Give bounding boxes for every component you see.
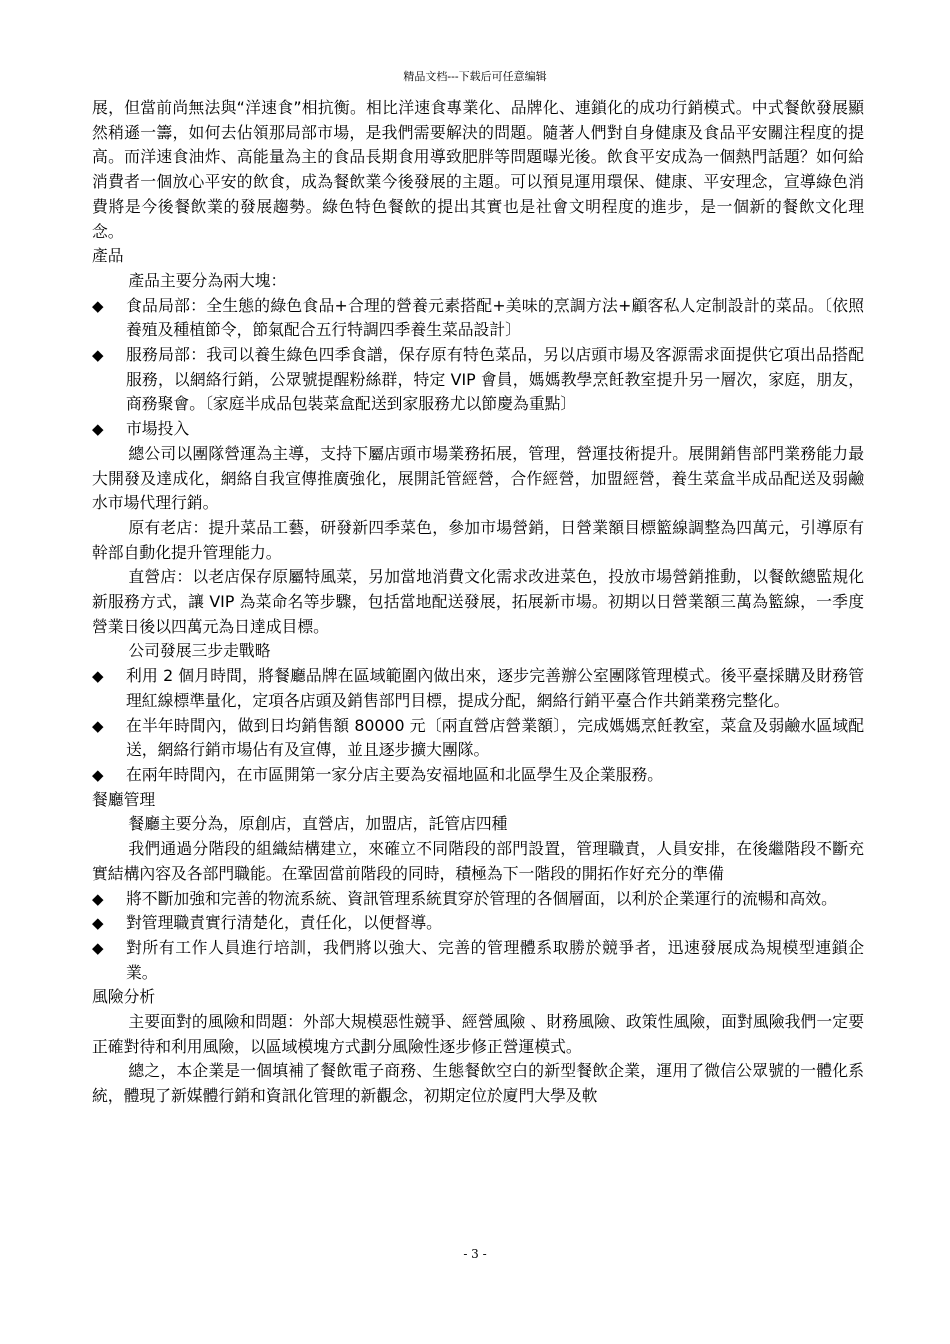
page-number: - 3 - <box>463 1247 487 1261</box>
market-paragraph: 總公司以團隊營運為主導，支持下屬店頭市場業務拓展，管理，營運技術提升。展開銷售部門業務能力最大開發及達成化，網絡自我宣傳推廣強化，展開託管經營，合作經營，加盟經營，養生菜盒半成品配送及弱鹼水市場代理行銷。 <box>92 443 864 513</box>
bullet-text: 食品局部：全生態的綠色食品+合理的營養元素搭配+美味的烹調方法+顧客私人定制設計的菜品。〔依照養殖及種植節令，節氣配合五行特調四季養生菜品設計〕 <box>126 295 864 340</box>
diamond-bullet-icon: ◆ <box>92 765 104 784</box>
bullet-text: 在兩年時間內，在市區開第一家分店主要為安福地區和北區學生及企業服務。 <box>126 764 664 784</box>
bullet-text: 在半年時間內，做到日均銷售額 80000 元〔兩直營店營業額〕，完成媽媽烹飪教室，菜盒及弱鹼水區域配送，網絡行銷市場佔有及宣傳，並且逐步擴大團隊。 <box>126 715 864 760</box>
page-header: 精品文档---下载后可任意编辑 <box>403 70 547 83</box>
summary-paragraph: 總之，本企業是一個填補了餐飲電子商務、生態餐飲空白的新型餐飲企業，運用了微信公眾號的一體化系統，體現了新媒體行銷和資訊化管理的新觀念，初期定位於廈門大學及軟 <box>92 1061 864 1106</box>
bullet-item <box>92 664 864 713</box>
bullet-item <box>92 763 864 788</box>
diamond-bullet-icon: ◆ <box>92 716 104 735</box>
diamond-bullet-icon: ◆ <box>92 420 104 439</box>
bullet-item <box>92 294 864 343</box>
management-lead: 餐廳主要分為，原創店，直營店，加盟店，託管店四種 <box>128 814 508 834</box>
bullet-item <box>92 714 864 763</box>
management-paragraph: 我們通過分階段的組織結構建立，來確立不同階段的部門設置，管理職責，人員安排，在後繼階段不斷充實結構內容及各部門職能。在鞏固當前階段的同時，積極為下一階段的開拓作好充分的準備 <box>92 839 864 883</box>
diamond-bullet-icon: ◆ <box>92 296 104 315</box>
document-body <box>92 96 864 1109</box>
heading-risk: 風險分析 <box>92 987 156 1007</box>
bullet-item <box>92 911 864 936</box>
diamond-bullet-icon: ◆ <box>92 667 104 686</box>
bullet-text: 市場投入 <box>126 419 190 439</box>
old-store-paragraph: 原有老店：提升菜品工藝，研發新四季菜色，參加市場營銷，日營業額目標籃線調整為四萬元，引導原有幹部自動化提升管理能力。 <box>92 517 864 562</box>
three-steps-heading: 公司發展三步走戰略 <box>128 641 271 661</box>
diamond-bullet-icon: ◆ <box>92 914 104 933</box>
risk-paragraph: 主要面對的風險和問題：外部大規模惡性競爭、經營風險 、財務風險、政策性風險，面對風險我們一定要正確對待和利用風險，以區域模塊方式劃分風險性逐步修正營運模式。 <box>92 1012 864 1056</box>
diamond-bullet-icon: ◆ <box>92 346 104 365</box>
diamond-bullet-icon: ◆ <box>92 889 104 908</box>
diamond-bullet-icon: ◆ <box>92 938 104 957</box>
heading-product: 產品 <box>92 246 124 266</box>
intro-paragraph: 展，但當前尚無法與“洋速食”相抗衡。相比洋速食專業化、品牌化、連鎖化的成功行銷模式。中式餐飲發展顯然稍遜一籌，如何去佔領那局部市場，是我們需要解決的問題。隨著人們對自身健康及食品平安關注程度的提高。而洋速食油炸、高能量為主的食品長期食用導致肥胖等問題曝光後。飲食平安成為一個熱門話題？如何給消費者一個放心平安的飲食，成為餐飲業今後發展的主題。可以預見運用環保、健康、平安理念，宣導綠色消費將是今後餐飲業的發展趨勢。綠色特色餐飲的提出其實也是社會文明程度的進步，是一個新的餐飲文化理念。 <box>92 98 864 241</box>
bullet-text: 對所有工作人員進行培訓，我們將以強大、完善的管理體系取勝於競爭者，迅速發展成為規模型連鎖企業。 <box>126 937 864 982</box>
bullet-item <box>92 417 864 442</box>
direct-store-paragraph: 直營店：以老店保存原屬特風菜，另加當地消費文化需求改进菜色，投放市場營銷推動，以餐飲總監規化新服務方式，讓 VIP 為菜命名等步驟，包括當地配送發展，拓展新市場。初期以日營業額三萬為籃線，一季度營業日後以四萬元為日達成目標。 <box>92 567 864 636</box>
bullet-item <box>92 887 864 912</box>
bullet-text: 利用 2 個月時間，將餐廳品牌在區域範圍內做出來，逐步完善辦公室團隊管理模式。後平臺採購及財務管理紅線標準量化，定項各店頭及銷售部門目標，提成分配，網絡行銷平臺合作共銷業務完整化。 <box>126 666 864 710</box>
heading-management: 餐廳管理 <box>92 789 156 809</box>
bullet-item <box>92 936 864 985</box>
product-lead: 產品主要分為兩大塊： <box>128 270 287 290</box>
bullet-text: 將不斷加強和完善的物流系統、資訊管理系統貫穿於管理的各個層面，以利於企業運行的流暢和高效。 <box>126 888 837 908</box>
bullet-text: 服務局部：我司以養生綠色四季食譜，保存原有特色菜品，另以店頭市場及客源需求面提供它項出品搭配服務，以網絡行銷，公眾號提醒粉絲群，特定 VIP 會員，媽媽教學烹飪教室提升另一層次，家庭，朋友，商務聚會。〔家庭半成品包裝菜盒配送到家服務尤以節慶為重點〕 <box>126 345 864 414</box>
bullet-item <box>92 343 864 417</box>
bullet-text: 對管理職責實行清楚化，責任化，以便督導。 <box>126 913 442 933</box>
